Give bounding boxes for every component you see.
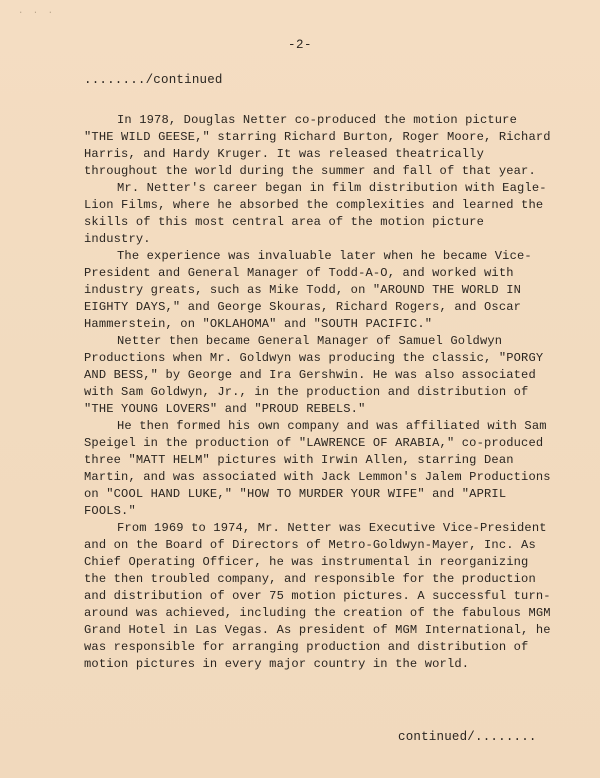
continued-top-marker: ......../continued (84, 73, 223, 87)
paragraph-wild-geese: In 1978, Douglas Netter co-produced the motion picture "THE WILD GEESE," starring Richard Burton, Roger Moore, Richard Harris, and Hardy Kruger. It was released theatrically throughout the world during the summer and fall of that year. (84, 113, 551, 178)
paragraph-own-company: He then formed his own company and was affiliated with Sam Speigel in the production of "LAWRENCE OF ARABIA," co-produced three "MATT HELM" pictures with Irwin Allen, starring Dean Martin, and was associated with Jack Lemmon's Jalem Productions on "COOL HAND LUKE," "HOW TO MURDER YOUR WIFE" and "APRIL FOOLS." (84, 419, 551, 518)
paragraph-goldwyn: Netter then became General Manager of Samuel Goldwyn Productions when Mr. Goldwyn was producing the classic, "PORGY AND BESS," by George and Ira Gershwin. He was also associated with Sam Goldwyn, Jr., in the production and distribution of "THE YOUNG LOVERS" and "PROUD REBELS." (84, 334, 544, 416)
paragraph-mgm: From 1969 to 1974, Mr. Netter was Executive Vice-President and on the Board of Directors of Metro-Goldwyn-Mayer, Inc. As Chief Operating Officer, he was instrumental in reorganizing the then troubled company, and responsible for the production and distribution of over 75 motion pictures. A successful turn-around was achieved, including the creation of the fabulous MGM Grand Hotel in Las Vegas. As president of MGM International, he was responsible for arranging production and distribution of motion pictures in every major country in the world. (84, 521, 551, 671)
paragraph-todd-ao: The experience was invaluable later when he became Vice-President and General Manager of Todd-A-O, and worked with industry greats, such as Mike Todd, on "AROUND THE WORLD IN EIGHTY DAYS," and George Skouras, Richard Rogers, and Oscar Hammerstein, on "OKLAHOMA" and "SOUTH PACIFIC." (84, 249, 532, 331)
corner-smudge-icon: · · · (18, 8, 56, 18)
body-text (84, 112, 554, 673)
paragraph-eagle-lion: Mr. Netter's career began in film distribution with Eagle-Lion Films, where he absorbed the complexities and learned the skills of this most central area of the motion picture industry. (84, 181, 547, 246)
page-number: -2- (287, 38, 312, 52)
continued-bottom-marker: continued/........ (398, 730, 537, 744)
